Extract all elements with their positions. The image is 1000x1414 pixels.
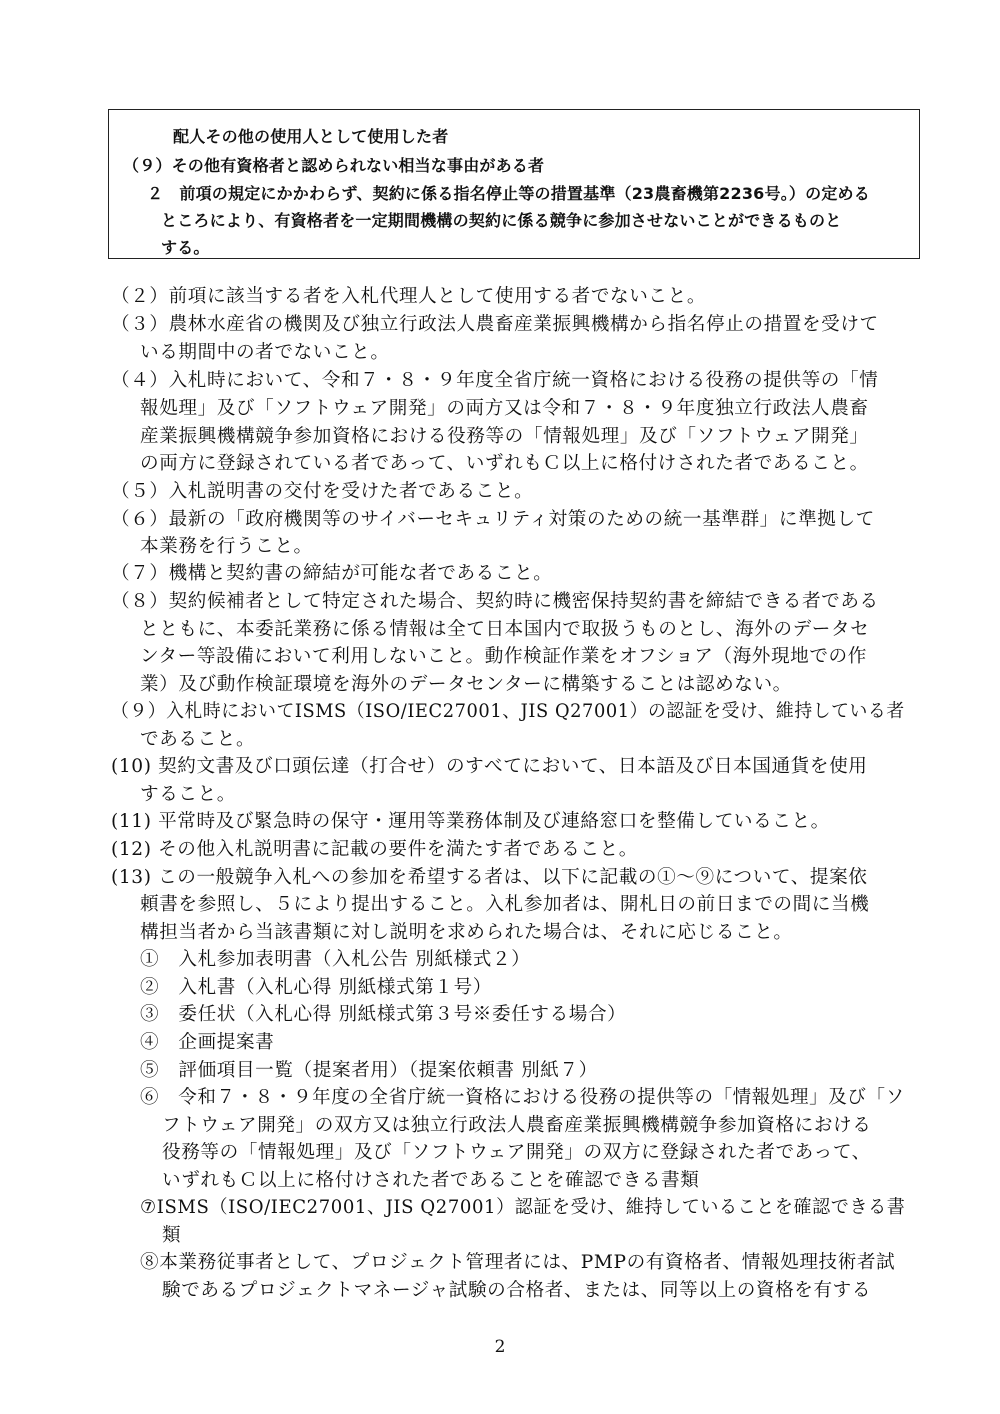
body-line: であること。 [140,729,256,750]
body-line: とともに、本委託業務に係る情報は全て日本国内で取扱うものとし、海外のデータセ [140,619,870,640]
body-line: 験であるプロジェクトマネージャ試験の合格者、または、同等以上の資格を有する [162,1280,872,1301]
body-line: 本業務を行うこと。 [140,536,313,557]
body-line: (12) その他入札説明書に記載の要件を満たす者であること。 [111,839,638,860]
body-line: （９）入札時においてISMS（ISO/IEC27001、JIS Q27001）の認証を受け、維持している者 [111,701,905,722]
body-line: （４）入札時において、令和７・８・９年度全省庁統一資格における役務の提供等の「情 [111,370,879,391]
body-line: （６）最新の「政府機関等のサイバーセキュリティ対策のための統一基準群」に準拠して [111,509,875,530]
body-line: 報処理」及び「ソフトウェア開発」の両方又は令和７・８・９年度独立行政法人農畜 [140,398,869,419]
body-line: ② 入札書（入札心得 別紙様式第１号） [140,977,492,998]
body-line: 構担当者から当該書類に対し説明を求められた場合は、それに応じること。 [140,922,793,943]
boxed-line: 配人その他の使用人として使用した者 [173,127,449,146]
body-line: 類 [162,1225,182,1246]
body-line: いずれもＣ以上に格付けされた者であることを確認できる書類 [162,1170,700,1191]
body-line: ⑧本業務従事者として、プロジェクト管理者には、PMPの有資格者、情報処理技術者試 [140,1252,896,1273]
body-line: （５）入札説明書の交付を受けた者であること。 [111,481,534,502]
boxed-line: （９）その他有資格者と認められない相当な事由がある者 [123,156,545,175]
body-line: ③ 委任状（入札心得 別紙様式第３号※委任する場合） [140,1004,627,1025]
body-line: (10) 契約文書及び口頭伝達（打合せ）のすべてにおいて、日本語及び日本国通貨を使用 [111,756,868,777]
body-line: すること。 [140,784,236,805]
body-line: フトウェア開発」の双方又は独立行政法人農畜産業振興機構競争参加資格における [162,1115,872,1136]
body-line: 頼書を参照し、５により提出すること。入札参加者は、開札日の前日までの間に当機 [140,894,870,915]
boxed-line: ２ 前項の規定にかかわらず、契約に係る指名停止等の措置基準（23農畜機第2236号。）の定める [147,184,870,203]
page-number: 2 [494,1337,506,1357]
body-line: ① 入札参加表明書（入札公告 別紙様式２） [140,949,531,970]
body-line: ンター等設備において利用しないこと。動作検証作業をオフショア（海外現地での作 [140,646,867,667]
boxed-excerpt [108,109,920,259]
body-line: （７）機構と契約書の締結が可能な者であること。 [111,563,553,584]
body-line: いる期間中の者でないこと。 [140,342,390,363]
body-line: ⑦ISMS（ISO/IEC27001、JIS Q27001）認証を受け、維持していることを確認できる書 [140,1197,906,1218]
body-line: ⑤ 評価項目一覧（提案者用）（提案依頼書 別紙７） [140,1060,598,1081]
body-line: 産業振興機構競争参加資格における役務等の「情報処理」及び「ソフトウェア開発」 [140,426,869,447]
body-line: ⑥ 令和７・８・９年度の全省庁統一資格における役務の提供等の「情報処理」及び「ソ [140,1087,905,1108]
boxed-line: する。 [161,238,210,257]
body-line: 業）及び動作検証環境を海外のデータセンターに構築することは認めない。 [140,674,792,695]
body-line: (11) 平常時及び緊急時の保守・運用等業務体制及び連絡窓口を整備していること。 [111,811,830,832]
body-line: （８）契約候補者として特定された場合、契約時に機密保持契約書を締結できる者である [111,591,879,612]
body-line: （３）農林水産省の機関及び独立行政法人農畜産業振興機構から指名停止の措置を受けて [111,314,879,335]
body-line: ④ 企画提案書 [140,1032,275,1053]
boxed-line: ところにより、有資格者を一定期間機構の契約に係る競争に参加させないことができるものと [161,211,842,230]
body-line: （２）前項に該当する者を入札代理人として使用する者でないこと。 [111,286,707,307]
body-line: 役務等の「情報処理」及び「ソフトウェア開発」の双方に登録された者であって、 [162,1142,871,1163]
body-line: (13) この一般競争入札への参加を希望する者は、以下に記載の①～⑨について、提案依 [111,867,868,888]
body-line: の両方に登録されている者であって、いずれもＣ以上に格付けされた者であること。 [140,453,869,474]
